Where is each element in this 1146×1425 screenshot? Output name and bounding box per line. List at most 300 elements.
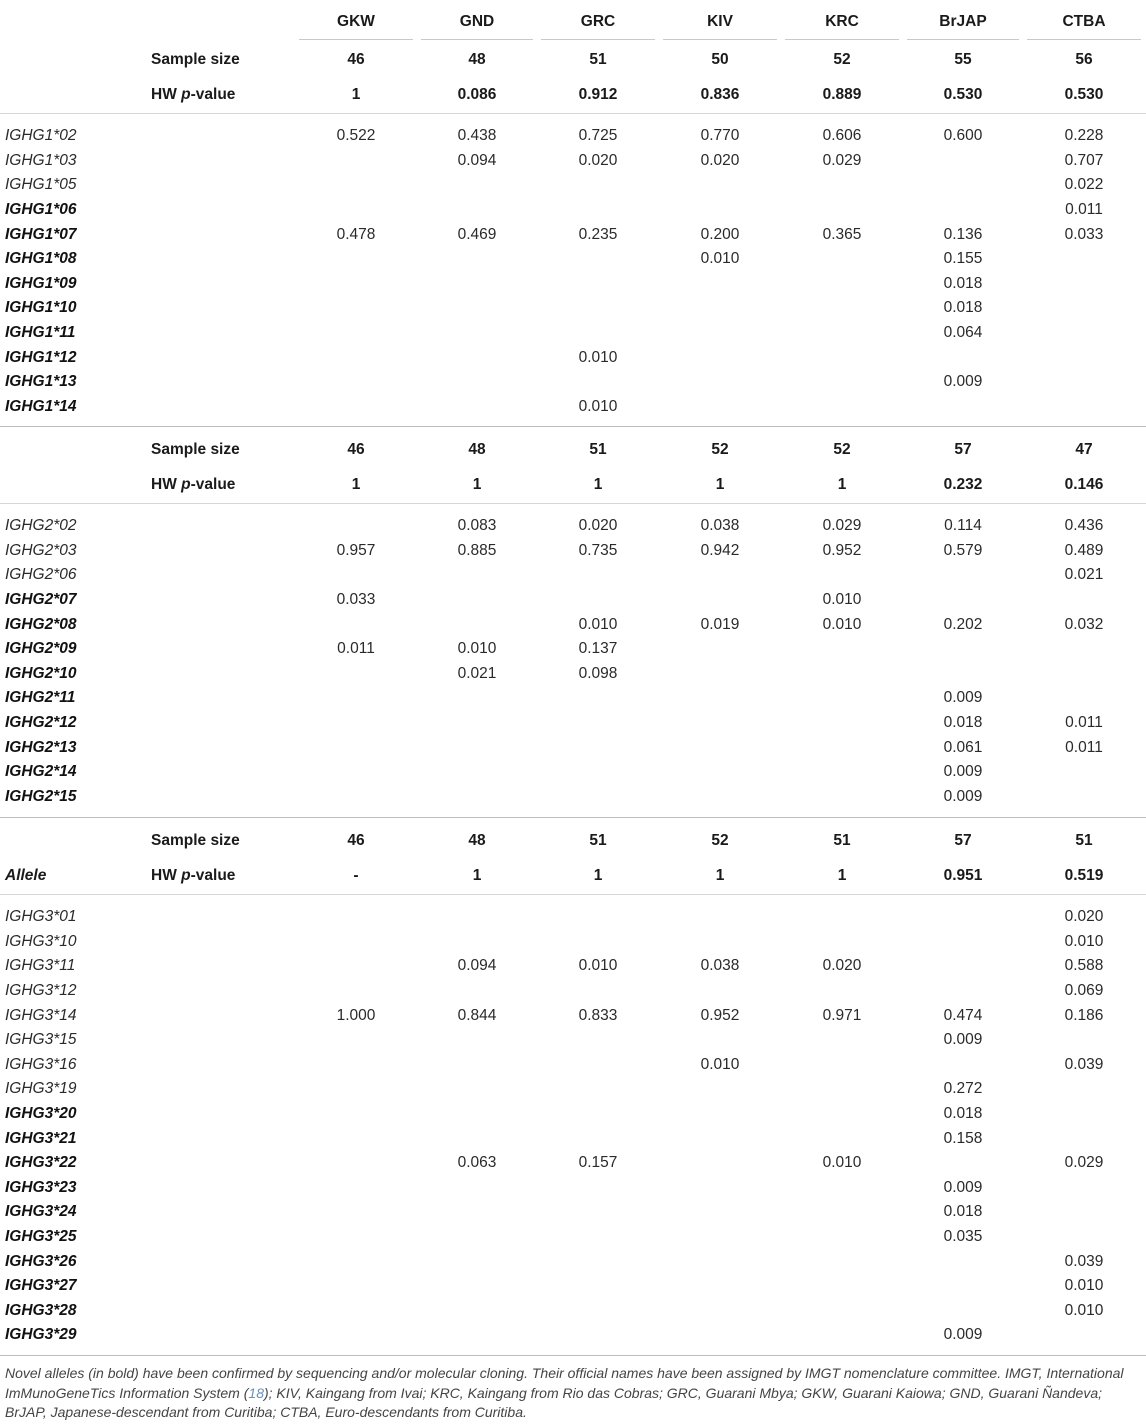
frequency-cell: 0.186 xyxy=(1064,1006,1104,1024)
column-header-underline xyxy=(785,39,899,40)
frequency-cell xyxy=(913,1151,1013,1176)
sample-size-row xyxy=(0,42,1146,77)
hw-pvalue-row xyxy=(0,858,1146,893)
hw-pvalue: 1 xyxy=(837,475,847,493)
frequency-cell xyxy=(548,1102,648,1127)
frequency-cell xyxy=(670,563,770,588)
frequency-cell xyxy=(548,296,648,321)
frequency-cell xyxy=(913,662,1013,687)
frequency-cell xyxy=(670,173,770,198)
column-header-grc: GRC xyxy=(580,12,616,30)
frequency-cell xyxy=(427,1200,527,1225)
sample-size-value: 52 xyxy=(711,831,729,849)
allele-row xyxy=(0,662,1146,687)
frequency-cell: 0.228 xyxy=(1064,127,1104,145)
frequency-cell xyxy=(427,296,527,321)
allele-name: IGHG1*13 xyxy=(5,373,77,391)
allele-name: IGHG2*09 xyxy=(5,640,77,658)
frequency-cell xyxy=(670,588,770,613)
frequency-cell: 0.522 xyxy=(336,127,376,145)
frequency-cell xyxy=(306,686,406,711)
allele-row xyxy=(0,222,1146,247)
allele-name: IGHG2*08 xyxy=(5,615,77,633)
sample-size-value: 47 xyxy=(1075,440,1093,458)
hw-pvalue: - xyxy=(353,866,359,884)
allele-row xyxy=(0,979,1146,1004)
allele-row xyxy=(0,1003,1146,1028)
frequency-cell: 0.114 xyxy=(944,517,982,535)
frequency-cell: 0.235 xyxy=(578,225,618,243)
frequency-cell xyxy=(670,930,770,955)
frequency-cell xyxy=(306,760,406,785)
frequency-cell xyxy=(792,686,892,711)
frequency-cell: 0.136 xyxy=(943,225,983,243)
column-header-underline xyxy=(1027,39,1141,40)
frequency-cell xyxy=(306,1323,406,1348)
frequency-cell: 0.952 xyxy=(700,1006,740,1024)
frequency-cell xyxy=(670,1176,770,1201)
sample-size-value: 51 xyxy=(589,440,607,458)
hw-pvalue: 0.951 xyxy=(943,866,983,884)
sample-size-value: 52 xyxy=(833,50,851,68)
hw-pvalue: 1 xyxy=(351,475,361,493)
frequency-cell xyxy=(427,1323,527,1348)
frequency-cell xyxy=(792,1102,892,1127)
frequency-cell xyxy=(427,1249,527,1274)
allele-row xyxy=(0,198,1146,223)
frequency-cell xyxy=(670,1299,770,1324)
frequency-cell xyxy=(306,1126,406,1151)
allele-row xyxy=(0,1249,1146,1274)
frequency-cell: 0.885 xyxy=(457,541,497,559)
frequency-cell xyxy=(548,1200,648,1225)
frequency-cell xyxy=(792,930,892,955)
frequency-cell xyxy=(427,173,527,198)
allele-name: IGHG3*19 xyxy=(5,1080,77,1098)
sample-size-value: 48 xyxy=(468,440,486,458)
frequency-cell xyxy=(427,711,527,736)
allele-row xyxy=(0,1077,1146,1102)
allele-name: IGHG2*02 xyxy=(5,517,77,535)
frequency-cell xyxy=(306,711,406,736)
column-header-underline xyxy=(663,39,777,40)
column-header-krc: KRC xyxy=(825,12,859,30)
frequency-cell xyxy=(548,979,648,1004)
frequency-cell xyxy=(792,760,892,785)
allele-row xyxy=(0,1028,1146,1053)
frequency-cell: 0.010 xyxy=(578,348,618,366)
frequency-cell: 0.770 xyxy=(700,127,740,145)
frequency-cell: 0.474 xyxy=(943,1006,983,1024)
frequency-cell: 0.039 xyxy=(1064,1252,1104,1270)
sample-size-value: 48 xyxy=(468,50,486,68)
hw-pvalue: 0.889 xyxy=(822,85,862,103)
sample-size-value: 50 xyxy=(711,50,729,68)
frequency-cell xyxy=(913,1249,1013,1274)
frequency-cell: 0.010 xyxy=(578,615,618,633)
frequency-cell xyxy=(913,588,1013,613)
frequency-cell xyxy=(427,1274,527,1299)
hw-pvalue: 0.146 xyxy=(1064,475,1104,493)
frequency-cell xyxy=(670,198,770,223)
column-header-underline xyxy=(907,39,1019,40)
frequency-cell xyxy=(792,563,892,588)
sample-size-value: 56 xyxy=(1075,50,1093,68)
hw-pvalue: 1 xyxy=(593,866,603,884)
allele-row xyxy=(0,686,1146,711)
allele-row xyxy=(0,1200,1146,1225)
allele-row xyxy=(0,395,1146,420)
frequency-cell xyxy=(306,735,406,760)
frequency-cell: 0.011 xyxy=(1065,201,1103,219)
frequency-cell: 0.009 xyxy=(943,373,983,391)
frequency-cell xyxy=(306,785,406,810)
allele-name: IGHG2*10 xyxy=(5,664,77,682)
frequency-cell xyxy=(427,1176,527,1201)
frequency-cell xyxy=(1034,247,1134,272)
frequency-cell xyxy=(670,1102,770,1127)
sample-size-value: 55 xyxy=(954,50,972,68)
frequency-cell: 0.033 xyxy=(336,591,376,609)
allele-name: IGHG3*20 xyxy=(5,1105,77,1123)
hw-pvalue: 0.232 xyxy=(943,475,983,493)
frequency-cell xyxy=(792,198,892,223)
sample-size-value: 46 xyxy=(347,50,365,68)
allele-row xyxy=(0,1151,1146,1176)
hw-pvalue: 0.530 xyxy=(1064,85,1104,103)
frequency-cell: 0.009 xyxy=(943,1326,983,1344)
frequency-cell: 0.029 xyxy=(822,151,862,169)
frequency-cell: 0.038 xyxy=(700,957,740,975)
hw-pvalue: 0.086 xyxy=(457,85,497,103)
allele-name: IGHG1*05 xyxy=(5,176,77,194)
allele-name: IGHG3*10 xyxy=(5,932,77,950)
allele-name: IGHG3*11 xyxy=(5,957,76,975)
sample-size-value: 57 xyxy=(954,831,972,849)
allele-row xyxy=(0,1299,1146,1324)
frequency-cell: 0.019 xyxy=(700,615,740,633)
frequency-cell xyxy=(670,1200,770,1225)
allele-row xyxy=(0,588,1146,613)
allele-row xyxy=(0,612,1146,637)
allele-row xyxy=(0,905,1146,930)
sample-size-value: 52 xyxy=(833,440,851,458)
frequency-cell xyxy=(792,370,892,395)
frequency-cell: 0.018 xyxy=(943,1105,983,1123)
frequency-cell xyxy=(792,173,892,198)
frequency-cell: 0.063 xyxy=(457,1154,497,1172)
hw-label-suffix: -value xyxy=(190,866,236,884)
frequency-cell xyxy=(306,563,406,588)
frequency-cell xyxy=(792,637,892,662)
allele-row xyxy=(0,563,1146,588)
hw-pvalue: 0.519 xyxy=(1064,866,1104,884)
allele-name: IGHG2*03 xyxy=(5,541,77,559)
table-footnote xyxy=(5,1364,1143,1423)
allele-name: IGHG1*03 xyxy=(5,151,77,169)
hw-pvalue-label xyxy=(151,858,235,893)
frequency-cell xyxy=(792,296,892,321)
allele-name: IGHG1*10 xyxy=(5,299,77,317)
sample-size-value: 46 xyxy=(347,440,365,458)
frequency-cell xyxy=(306,296,406,321)
frequency-cell xyxy=(913,563,1013,588)
frequency-cell: 0.018 xyxy=(943,274,983,292)
hw-label-suffix: -value xyxy=(190,85,236,103)
sample-size-label: Sample size xyxy=(151,440,240,458)
column-header-brjap: BrJAP xyxy=(939,12,987,30)
allele-name: IGHG1*02 xyxy=(5,127,77,145)
allele-row xyxy=(0,1225,1146,1250)
frequency-cell xyxy=(306,247,406,272)
frequency-cell xyxy=(427,247,527,272)
frequency-cell xyxy=(1034,760,1134,785)
frequency-cell: 0.157 xyxy=(578,1154,618,1172)
allele-name: IGHG3*21 xyxy=(5,1129,77,1147)
allele-name: IGHG3*23 xyxy=(5,1178,77,1196)
frequency-cell xyxy=(306,662,406,687)
header-rule xyxy=(0,113,1146,114)
hw-pvalue: 1 xyxy=(472,866,482,884)
allele-name: IGHG1*14 xyxy=(5,397,77,415)
frequency-cell xyxy=(792,979,892,1004)
allele-name: IGHG1*07 xyxy=(5,225,77,243)
allele-row xyxy=(0,296,1146,321)
frequency-cell xyxy=(306,954,406,979)
allele-row xyxy=(0,345,1146,370)
allele-name: IGHG2*07 xyxy=(5,591,77,609)
frequency-cell xyxy=(1034,785,1134,810)
frequency-cell xyxy=(427,1028,527,1053)
frequency-cell xyxy=(1034,1126,1134,1151)
frequency-cell xyxy=(792,1028,892,1053)
frequency-cell: 0.011 xyxy=(1065,714,1103,732)
allele-row xyxy=(0,124,1146,149)
frequency-cell xyxy=(306,1249,406,1274)
sample-size-value: 51 xyxy=(589,50,607,68)
allele-row xyxy=(0,1323,1146,1348)
frequency-cell xyxy=(427,686,527,711)
allele-row xyxy=(0,930,1146,955)
allele-name: IGHG2*12 xyxy=(5,714,77,732)
frequency-cell: 0.011 xyxy=(1065,738,1103,756)
allele-name: IGHG3*28 xyxy=(5,1301,77,1319)
frequency-cell xyxy=(306,979,406,1004)
frequency-cell: 0.010 xyxy=(578,397,618,415)
frequency-cell xyxy=(670,1077,770,1102)
hw-pvalue-row xyxy=(0,467,1146,502)
frequency-cell xyxy=(1034,345,1134,370)
frequency-cell xyxy=(670,686,770,711)
frequency-cell xyxy=(792,711,892,736)
allele-row xyxy=(0,711,1146,736)
frequency-cell xyxy=(1034,1200,1134,1225)
column-header-row xyxy=(0,4,1146,39)
allele-name: IGHG3*15 xyxy=(5,1031,77,1049)
frequency-cell: 0.579 xyxy=(943,541,983,559)
frequency-cell xyxy=(1034,370,1134,395)
frequency-cell xyxy=(670,979,770,1004)
allele-row xyxy=(0,637,1146,662)
hw-label-prefix: HW xyxy=(151,475,182,493)
frequency-cell xyxy=(792,272,892,297)
frequency-cell: 0.725 xyxy=(578,127,618,145)
frequency-cell xyxy=(1034,686,1134,711)
frequency-cell xyxy=(306,272,406,297)
frequency-cell xyxy=(670,760,770,785)
hw-pvalue: 1 xyxy=(351,85,361,103)
frequency-cell xyxy=(427,321,527,346)
frequency-cell xyxy=(548,735,648,760)
frequency-cell xyxy=(548,1323,648,1348)
frequency-cell xyxy=(670,1028,770,1053)
frequency-cell: 0.010 xyxy=(700,250,740,268)
frequency-cell xyxy=(913,395,1013,420)
sample-size-value: 48 xyxy=(468,831,486,849)
frequency-cell: 0.035 xyxy=(943,1228,983,1246)
frequency-cell xyxy=(427,1053,527,1078)
frequency-cell: 0.010 xyxy=(822,1154,862,1172)
table-bottom-rule xyxy=(0,1355,1146,1356)
allele-name: IGHG3*12 xyxy=(5,982,77,1000)
allele-row xyxy=(0,785,1146,810)
frequency-cell: 0.010 xyxy=(457,640,497,658)
frequency-cell xyxy=(427,563,527,588)
frequency-cell xyxy=(427,735,527,760)
frequency-cell xyxy=(427,370,527,395)
allele-column-header: Allele xyxy=(5,866,47,884)
frequency-cell xyxy=(306,173,406,198)
frequency-cell: 0.061 xyxy=(943,738,983,756)
frequency-cell xyxy=(306,1102,406,1127)
frequency-cell xyxy=(670,735,770,760)
frequency-cell: 0.010 xyxy=(700,1055,740,1073)
frequency-cell xyxy=(548,905,648,930)
frequency-cell: 0.029 xyxy=(1064,1154,1104,1172)
frequency-cell xyxy=(548,1299,648,1324)
column-header-gkw: GKW xyxy=(337,12,375,30)
frequency-cell xyxy=(427,1225,527,1250)
frequency-cell xyxy=(548,760,648,785)
frequency-cell xyxy=(306,1176,406,1201)
sample-size-value: 57 xyxy=(954,440,972,458)
frequency-cell xyxy=(548,686,648,711)
frequency-cell xyxy=(427,930,527,955)
frequency-cell: 0.155 xyxy=(943,250,983,268)
frequency-cell: 0.094 xyxy=(457,957,497,975)
frequency-cell xyxy=(792,1126,892,1151)
frequency-cell xyxy=(548,173,648,198)
frequency-cell: 0.011 xyxy=(337,640,375,658)
frequency-cell xyxy=(306,1200,406,1225)
frequency-cell: 0.844 xyxy=(457,1006,497,1024)
frequency-cell xyxy=(306,1274,406,1299)
frequency-cell: 0.069 xyxy=(1064,982,1104,1000)
allele-row xyxy=(0,247,1146,272)
frequency-cell xyxy=(670,345,770,370)
hw-label-p: p xyxy=(181,475,191,493)
frequency-cell xyxy=(427,1299,527,1324)
frequency-cell xyxy=(427,198,527,223)
frequency-cell xyxy=(1034,1176,1134,1201)
allele-name: IGHG3*26 xyxy=(5,1252,77,1270)
frequency-cell: 0.020 xyxy=(700,151,740,169)
frequency-cell xyxy=(548,321,648,346)
frequency-cell: 0.735 xyxy=(578,541,618,559)
frequency-cell xyxy=(306,370,406,395)
frequency-cell xyxy=(427,1126,527,1151)
hw-pvalue: 0.912 xyxy=(578,85,618,103)
frequency-cell xyxy=(1034,1323,1134,1348)
frequency-cell xyxy=(792,247,892,272)
allele-name: IGHG1*06 xyxy=(5,201,77,219)
frequency-cell: 0.018 xyxy=(943,714,983,732)
frequency-cell xyxy=(306,149,406,174)
allele-name: IGHG3*22 xyxy=(5,1154,77,1172)
allele-name: IGHG3*24 xyxy=(5,1203,77,1221)
frequency-cell xyxy=(670,1274,770,1299)
column-header-underline xyxy=(299,39,413,40)
frequency-cell: 0.489 xyxy=(1064,541,1104,559)
column-header-gnd: GND xyxy=(459,12,495,30)
frequency-cell xyxy=(670,1225,770,1250)
frequency-cell: 0.200 xyxy=(700,225,740,243)
allele-name: IGHG2*13 xyxy=(5,738,77,756)
frequency-cell: 0.009 xyxy=(943,763,983,781)
frequency-cell xyxy=(1034,296,1134,321)
hw-pvalue: 0.836 xyxy=(700,85,740,103)
frequency-cell xyxy=(1034,1028,1134,1053)
frequency-cell xyxy=(1034,1225,1134,1250)
frequency-cell xyxy=(306,345,406,370)
frequency-cell xyxy=(1034,637,1134,662)
allele-row xyxy=(0,1053,1146,1078)
frequency-cell xyxy=(427,760,527,785)
frequency-cell: 0.094 xyxy=(457,151,497,169)
frequency-cell: 0.137 xyxy=(578,640,618,658)
hw-label-suffix: -value xyxy=(190,475,236,493)
frequency-cell xyxy=(548,370,648,395)
frequency-cell: 0.038 xyxy=(700,517,740,535)
frequency-cell xyxy=(670,662,770,687)
frequency-cell xyxy=(427,979,527,1004)
frequency-cell xyxy=(548,1053,648,1078)
frequency-cell xyxy=(913,149,1013,174)
frequency-cell: 0.029 xyxy=(822,517,862,535)
frequency-cell: 0.365 xyxy=(822,225,862,243)
footnote-text-continued: ); KIV, Kaingang from Ivai; KRC, Kaingang from Rio das Cobras; GRC, Guarani Mbya; GKW, Guarani Kaiowa; GND, Guarani Ñandeva; BrJAP, Japanese-descendant from Curitiba; CTBA, Euro-descendants from Curitiba. xyxy=(5,1384,1103,1420)
column-header-underline xyxy=(541,39,655,40)
frequency-cell xyxy=(913,1274,1013,1299)
frequency-cell: 0.952 xyxy=(822,541,862,559)
frequency-cell xyxy=(1034,321,1134,346)
header-rule xyxy=(0,503,1146,504)
frequency-cell xyxy=(792,1274,892,1299)
frequency-cell: 0.707 xyxy=(1064,151,1104,169)
footnote-reference-link[interactable]: 18 xyxy=(248,1384,264,1401)
frequency-cell xyxy=(913,345,1013,370)
frequency-cell: 0.039 xyxy=(1064,1055,1104,1073)
frequency-cell xyxy=(548,930,648,955)
frequency-cell xyxy=(548,711,648,736)
frequency-cell xyxy=(306,321,406,346)
frequency-cell xyxy=(1034,1077,1134,1102)
frequency-cell xyxy=(548,1028,648,1053)
frequency-cell xyxy=(792,785,892,810)
frequency-cell xyxy=(670,321,770,346)
frequency-cell xyxy=(427,612,527,637)
allele-name: IGHG3*27 xyxy=(5,1277,77,1295)
